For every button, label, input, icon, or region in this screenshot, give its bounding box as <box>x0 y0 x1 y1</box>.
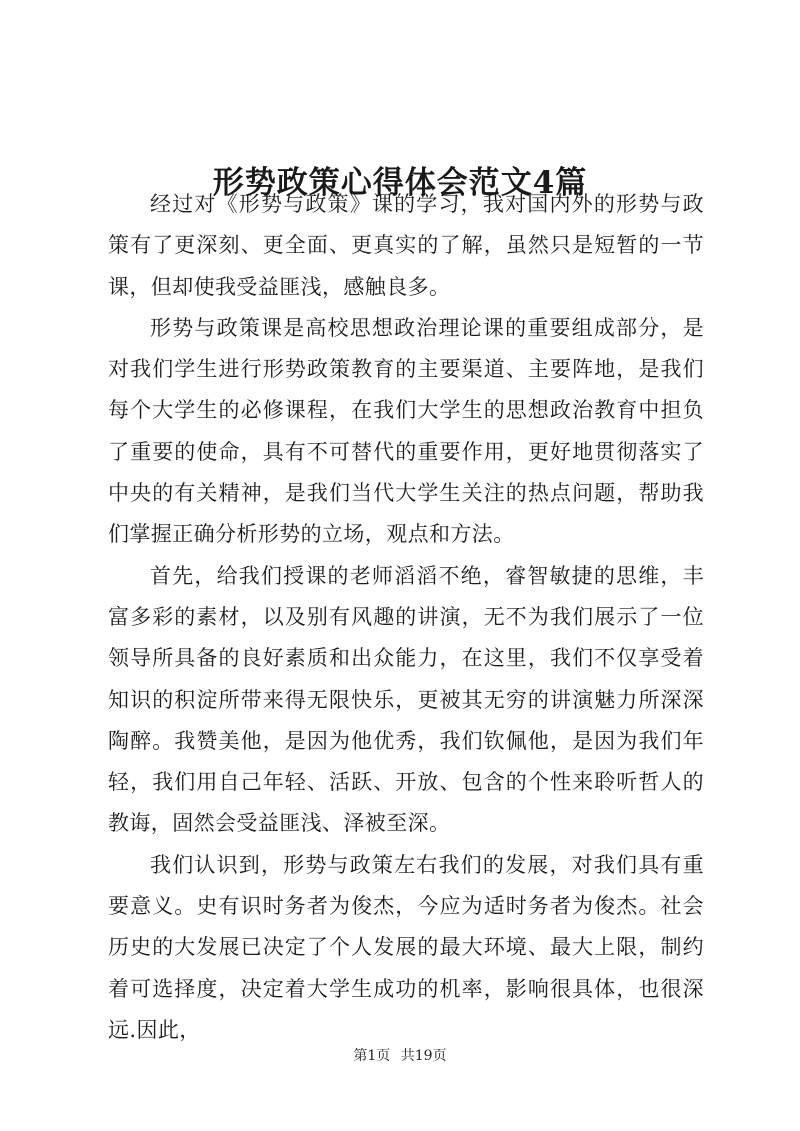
paragraph-1: 经过对《形势与政策》课的学习，我对国内外的形势与政策有了更深刻、更全面、更真实的了解，虽然只是短暂的一节课，但却使我受益匪浅，感触良多。 <box>108 192 704 299</box>
page-number: 第1页 <box>353 1048 391 1064</box>
paragraph-4: 我们认识到，形势与政策左右我们的发展，对我们具有重要意义。史有识时务者为俊杰，今应为适时务者为俊杰。社会历史的大发展已决定了个人发展的最大环境、最大上限，制约着可选择度，决定着大学生成功的机率，影响很具体，也很深远.因此， <box>108 852 704 1042</box>
page-footer <box>0 1046 800 1066</box>
page-total: 共19页 <box>400 1048 447 1064</box>
document-title: 形势政策心得体会范文4篇 <box>212 164 588 201</box>
paragraph-2: 形势与政策课是高校思想政治理论课的重要组成部分，是对我们学生进行形势政策教育的主要渠道、主要阵地，是我们每个大学生的必修课程，在我们大学生的思想政治教育中担负了重要的使命，具有不可替代的重要作用，更好地贯彻落实了中央的有关精神，是我们当代大学生关注的热点问题，帮助我们掌握正确分析形势的立场，观点和方法。 <box>108 315 704 547</box>
paragraph-3: 首先，给我们授课的老师滔滔不绝，睿智敏捷的思维，丰富多彩的素材，以及别有风趣的讲演，无不为我们展示了一位领导所具备的良好素质和出众能力，在这里，我们不仅享受着知识的积淀所带来得无限快乐，更被其无穷的讲演魅力所深深陶醉。我赞美他，是因为他优秀，我们钦佩他，是因为我们年轻，我们用自己年轻、活跃、开放、包含的个性来聆听哲人的教诲，固然会受益匪浅、泽被至深。 <box>108 563 704 836</box>
document-body <box>108 184 704 1051</box>
